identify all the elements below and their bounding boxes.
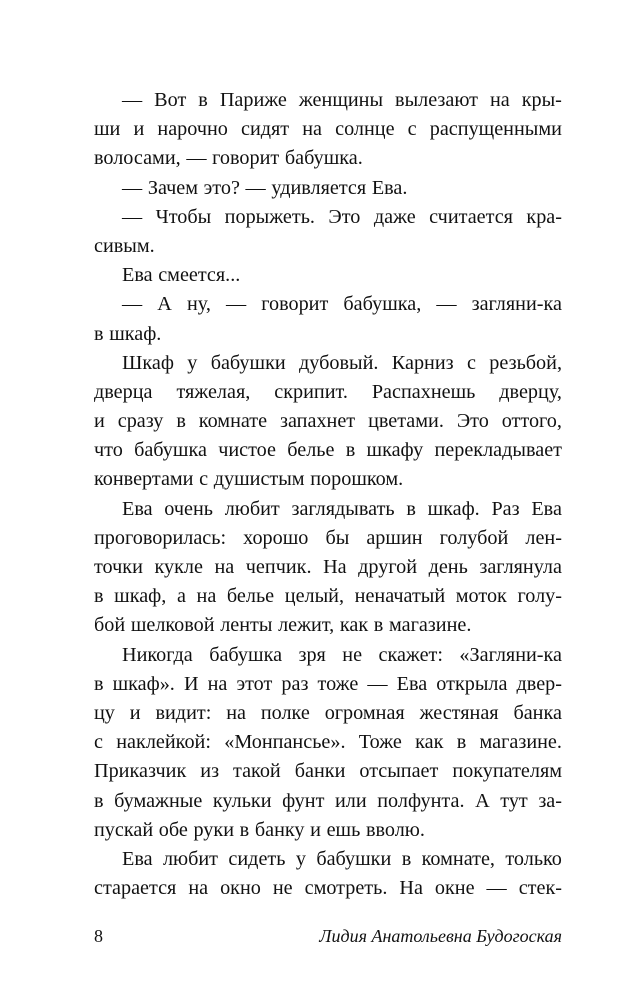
word: Карниз [391,351,454,374]
word: считается [429,205,513,228]
text-line [94,757,562,786]
word: бабушка [134,439,207,462]
word: другой [358,556,418,578]
word: и [129,701,141,724]
word: фунт [282,789,325,812]
word: тоже [317,672,359,695]
word: дверца [94,380,153,403]
word: — [436,293,457,316]
word: это? [203,176,240,199]
word: сидят [240,118,290,141]
word: шкафу [366,439,424,462]
word: Это [456,410,489,433]
word: бабушка. [284,147,363,170]
word: такой [233,760,281,783]
word: видит: [155,701,212,724]
word: кукле [154,556,203,578]
word: Ева [122,497,153,520]
word: резьбой, [489,351,562,374]
word: с [94,731,103,754]
word: с [199,468,209,491]
word: неначатый [354,585,446,608]
word: конвертами [94,468,194,491]
word: — [245,176,266,199]
word: только [505,847,562,870]
word: Это [328,205,361,228]
word: бабушка, [343,293,422,316]
text-line [94,816,562,845]
word: на [196,585,217,608]
page-footer [94,924,562,948]
word: заглядывать [291,497,395,520]
word: Вот [154,89,187,111]
word: банка [513,701,562,724]
word: сивым. [94,234,155,257]
word: сидеть [228,847,286,870]
word: удивляется [271,176,367,199]
word: покупателям [452,760,562,783]
word: вволю. [365,818,425,841]
word: перекладывает [434,439,562,462]
word: лен- [525,526,562,549]
word: И [183,672,199,695]
word: банку [254,818,305,841]
page-body [94,86,562,903]
word: голу- [517,585,562,608]
word: на [207,672,228,695]
word: раз [281,672,309,695]
word: очень [164,497,213,520]
word: хорошо [243,526,309,549]
word: а [176,585,186,608]
word: окне [434,877,475,900]
word: ленты [220,614,273,637]
word: лежит, [278,614,335,637]
word: Никогда [122,643,193,666]
word: тяжелая, [176,380,251,403]
word: — [122,293,143,316]
text-line [94,670,562,699]
word: на [489,89,510,111]
word: ешь [326,818,361,841]
word: ну, [186,293,211,316]
text-line [94,874,562,903]
word: тут [500,789,528,812]
word: любит [162,847,219,870]
word: — [122,89,143,111]
word: — [367,672,388,695]
word: в [406,497,416,520]
word: в [239,818,250,841]
text-line [94,495,562,524]
text-line [94,465,562,494]
word: из [200,760,220,783]
text-line [94,582,562,611]
text-line [94,349,562,378]
word: отсыпает [359,760,439,783]
word: на [226,701,246,724]
word: белье [287,439,335,462]
word: скрипит. [274,380,348,403]
word: бумажные [114,789,203,812]
word: наклейкой: [116,731,211,754]
word: старается [94,877,177,900]
text-line [94,611,562,640]
word: говорит [261,293,329,316]
word: шкаф. [427,497,480,520]
word: смеется... [158,264,241,287]
text-line [94,845,562,874]
word: в [401,847,412,870]
word: Чтобы [155,205,212,228]
word: скажет: [378,643,443,666]
word: с [407,118,417,141]
text-line [94,320,562,349]
word: бой [94,614,126,637]
word: А [157,293,172,316]
word: чепчик. [245,556,312,578]
word: шкаф. [109,322,162,345]
word: любит [224,497,280,520]
word: полфунта. [377,789,465,812]
word: в [456,731,467,754]
word: как [339,614,369,637]
word: Тоже [358,731,402,754]
word: даже [373,205,416,228]
word: заглянула [479,556,562,578]
word: — [486,877,507,900]
word: в [94,322,104,345]
word: комнате, [421,847,495,870]
text-line [94,144,562,173]
word: На [323,556,347,578]
text-line [94,232,562,261]
running-head-author: Лидия Анатольевна Будогоская [319,926,562,946]
word: порошком. [310,468,404,491]
text-line [94,436,562,465]
word: в [94,672,104,695]
word: магазине. [479,731,562,754]
text-line [94,407,562,436]
word: шкаф, [114,585,167,608]
word: открыла [436,672,508,695]
word: солнце [335,118,395,141]
word: душистым [213,468,305,491]
text-line [94,378,562,407]
word: кульки [212,789,272,812]
word: Ева [396,672,428,695]
word: проговорилась: [94,526,227,549]
word: смотреть. [304,877,388,900]
word: в [345,439,356,462]
word: точки [94,556,143,578]
word: бабушка [209,643,283,666]
word: голубой [439,526,509,549]
word: в [198,89,208,111]
word: зря [298,643,326,666]
word: в [373,614,384,637]
word: огромная [324,701,405,724]
word: аршин [366,526,423,549]
word: Зачем [147,176,198,199]
word: не [342,643,363,666]
word: банки [294,760,346,783]
text-line [94,115,562,144]
word: комнате [198,410,268,433]
word: двер- [516,672,562,695]
word: или [334,789,367,812]
word: на [302,118,323,141]
word: как [415,731,444,754]
word: цу [94,701,115,724]
page-number: 8 [94,926,103,946]
word: на [188,877,209,900]
word: вылезают [395,89,478,111]
word: — [122,205,143,228]
word: — [186,147,207,170]
word: кра- [526,205,562,228]
word: в [94,789,104,812]
word: оттого, [501,410,562,433]
word: Распахнешь [371,380,476,403]
word: окно [220,877,261,900]
word: и [310,818,321,841]
word: обе [158,818,188,841]
word: дверцу, [499,380,562,403]
word: ши [94,118,121,141]
text-line [94,524,562,553]
word: волосами, [94,147,181,170]
word: моток [455,585,507,608]
word: На [399,877,423,900]
word: распущенными [429,118,562,141]
word: Ева [122,847,153,870]
word: магазине. [388,614,472,637]
word: чистое [218,439,276,462]
word: полке [260,701,310,724]
text-line [94,787,562,816]
word: за- [538,789,562,812]
word: шкаф». [112,672,175,695]
word: говорит [212,147,280,170]
word: и [133,118,145,141]
word: дубовый. [299,351,379,374]
text-line [94,641,562,670]
word: пускай [94,818,154,841]
word: нарочно [157,118,228,141]
word: «Загляни-ка [459,643,562,666]
word: целый, [284,585,345,608]
word: белье [226,585,275,608]
word: бы [325,526,350,549]
text-line [94,553,562,582]
text-line [94,86,562,115]
word: у [295,847,306,870]
word: Париже [219,89,287,111]
word: Приказчик [94,760,187,783]
word: в [94,585,104,608]
text-line [94,728,562,757]
text-line [94,174,562,203]
word: не [272,877,293,900]
word: и [94,410,105,433]
word: что [94,439,123,462]
word: этот [236,672,273,695]
word: А [475,789,490,812]
word: Ева [531,497,562,520]
word: запахнет [280,410,356,433]
word: Шкаф [122,351,174,374]
word: стек- [518,877,562,900]
word: — [225,293,247,316]
word: Ева. [371,176,408,199]
word: женщины [298,89,384,111]
text-line [94,290,562,319]
text-line [94,261,562,290]
text-line [94,699,562,728]
word: у [187,351,198,374]
word: с [466,351,476,374]
word: шелковой [130,614,215,637]
text-line [94,203,562,232]
word: кры- [521,89,562,111]
word: бабушки [316,847,392,870]
word: цветами. [368,410,444,433]
word: «Монпансье». [224,731,346,754]
word: — [122,176,143,199]
word: день [428,556,468,578]
word: бабушки [210,351,286,374]
word: сразу [117,410,164,433]
word: на [214,556,235,578]
word: Раз [491,497,520,520]
word: жестяная [419,701,499,724]
word: руки [193,818,235,841]
word: в [176,410,186,433]
word: Ева [122,264,153,287]
word: порыжеть. [224,205,315,228]
word: загляни-ка [471,293,562,316]
